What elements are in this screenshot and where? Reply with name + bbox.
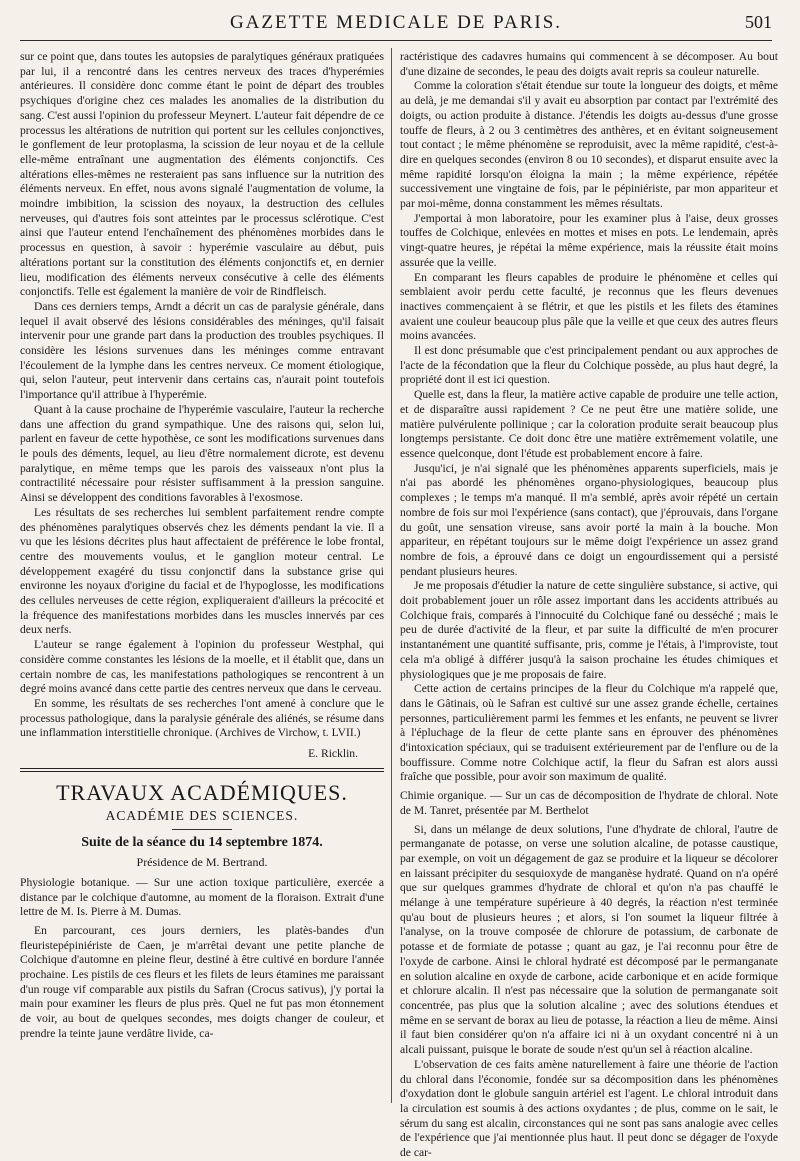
academy-heading: ACADÉMIE DES SCIENCES. [105, 807, 299, 823]
article-rubric: Physiologie botanique. — Sur une action toxique particulière, exercée a distance par le colchique d'automne, au moment de la floraison. Extrait d'une lettre de M. Is. Pierre à M. Dumas. [20, 875, 384, 919]
paragraph: Comme la coloration s'était étendue sur toute la longueur des doigts, et même au delà, je me demandai s'il y avait eu absorption par contact par l'extrémité des doigts, ou action produite à distance. J'étendis les doigts au-dessus d'une grosse touffe de fleurs, à 2 ou 3 centimètres des anthères, et en évitant soigneusement tout contact ; le même phénomène se reproduisit, avec la même rapidité, c'est-à-dire en quelques secondes (environ 8 ou 10 secondes), et disparut ensuite avec la même rapidité lorsqu'on éloigna la main ; la même expérience, répétée successivement une vingtaine de fois, par le pépiniériste, par mon appariteur et par moi-même, donna constamment les mêmes résultats. [400, 79, 778, 211]
right-column [400, 50, 778, 1160]
paragraph: L'auteur se range également à l'opinion du professeur Westphal, qui considère comme constantes les lésions de la moelle, et il établit que, dans un certain nombre de cas, les manifestations pathologiques se rencontrent à un degré moins avancé dans cette partie des centres nerveux que dans le cerveau. [20, 638, 384, 696]
paragraph: Cette action de certains principes de la fleur du Colchique m'a rappelé que, dans le Gâtinais, où le Safran est cultivé sur une assez grande échelle, certaines personnes, particulièrement parmi les femmes et les enfants, ne peuvent se livrer à l'épluchage de la fleur de cette plante sans en éprouver des phénomènes d'intoxication spéciaux, qui se traduisent extérieurement par de l'enflure ou de la bouffissure. Comme notre Colchique actif, la fleur du Safran est alors aussi fraîche que possible, pour avoir son maximum de qualité. [400, 682, 778, 784]
paragraph: En somme, les résultats de ses recherches l'ont amené à conclure que le processus pathologique, dans la paralysie générale des aliénés, se résume dans une inflammation interstitielle chronique. (Archives de Virchow, t. LVII.) [20, 696, 384, 740]
paragraph: Jusqu'ici, je n'ai signalé que les phénomènes apparents superficiels, mais je n'ai pas abordé les phénomènes organo-physiologiques, beaucoup plus complexes ; le temps m'a manqué. Il m'a semblé, après avoir répété un certain nombre de fois sur moi l'expérience (sans contact), que j'éprouvais, dans l'organe du goût, une sensation vireuse, sans avoir porté la main à la bouche. Mon appariteur, en répétant toujours sur le même doigt l'expérience un assez grand nombre de fois, a éprouvé dans ce doigt un engourdissement qui a persisté pendant plusieurs heures. [400, 461, 778, 578]
author-signature: E. Ricklin. [308, 747, 358, 761]
paragraph: Il est donc présumable que c'est principalement pendant ou aux approches de l'acte de la fécondation que la fleur du Colchique possède, au plus haut degré, la propriété dont il est ici question. [400, 344, 778, 387]
session-heading: Suite de la séance du 14 septembre 1874. [81, 835, 323, 851]
article-rubric: Chimie organique. — Sur un cas de décomposition de l'hydrate de chloral. Note de M. Tanret, présentée par M. Berthelot [400, 789, 778, 817]
page-number: 501 [745, 12, 772, 32]
left-column [20, 50, 384, 1103]
journal-title: GAZETTE MEDICALE DE PARIS. [229, 12, 563, 33]
paragraph: Si, dans un mélange de deux solutions, l'une d'hydrate de chloral, l'autre de permanganate de potasse, on verse une solution alcaline, de potasse caustique, par exemple, on voit un dégagement de gaz se produire et la liqueur se décolorer en laissant précipiter du sesquioxyde de manganèse hydraté. Quand on n'a opéré que sur quelques grammes d'hydrate de chloral et qu'on n'a pas chauffé le mélange à une température supérieure à 40 degrés, la réaction n'est terminée qu'au bout de plusieurs heures ; et alors, si l'on soumet la liqueur filtrée à l'analyse, on la trouve composée de chlorure de potassium, de carbonate de potasse et de formiate de potasse ; quant au gaz, je l'ai reconnu pour être de l'oxyde de carbone. Ainsi le chloral hydraté est décomposé par le permanganate en solution alcaline en oxyde de carbone, acide carbonique et en acide formique et chlorure alcalin. Il n'est pas nécessaire que la solution de permanganate soit concentrée, pas plus que la solution alcaline ; avec des solutions étendues et même en se servant de borax au lieu de potasse, la réaction a lieu de même. Ainsi il faut bien considérer qu'on n'a affaire ici ni à un oxydant concentré ni à un alcali puissant, puisque le borate de soude n'est qu'un sel à réaction alcaline. [400, 822, 778, 1057]
paragraph: En parcourant, ces jours derniers, les platès-bandes d'un fleuristepépiniériste de Caen, je m'arrêtai devant une petite planche de Colchique d'automne en pleine fleur, destiné à être cultivé en bordure l'année prochaine. Les pistils de ces fleurs et les filets de leurs étamines me paraissant d'un rouge vif comparable aux pistils du Safran (Crocus sativus), j'y portai la main pour examiner les fleurs de plus près. Quel ne fut pas mon étonnement de voir, au bout de quelques secondes, mes doigts changer de couleur, et prendre la teinte jaune verdâtre livide, ca- [20, 923, 384, 1040]
paragraph: Dans ces derniers temps, Arndt a décrit un cas de paralysie générale, dans lequel il avait observé des lésions considérables des méninges, qu'il faisait intervenir pour une grande part dans la production des troubles psychiques. Il considère les lésions survenues dans les méninges comme entravant l'écoulement de la lymphe dans les centres nerveux. Ce moment étiologique, qui, selon l'auteur, peut intervenir dans certains cas, n'aurait point toutefois l'importance qu'il attribue à l'hyperémie. [20, 299, 384, 402]
paragraph: Je me proposais d'étudier la nature de cette singulière substance, si active, qui doit probablement jouer un rôle assez important dans les accidents attribués au Colchique frais, comparés à l'innocuité du Colchique fané ou desséché ; mais le peu de durée d'activité de la fleur, et par suite la difficulté de m'en procurer instantanément une quantité suffisante, pris, comme je l'étais, à l'improviste, tout cela m'a obligé à différer jusqu'à la saison prochaine les études chimiques et physiologiques que je me proposais de faire. [400, 579, 778, 681]
column-divider [391, 48, 392, 1103]
paragraph: sur ce point que, dans toutes les autopsies de paralytiques généraux pratiquées par lui, il a rencontré dans les centres nerveux des traces d'hyperémies antérieures. Il considère donc comme étant le point de départ des troubles psychiques d'origine chez ces malades les anomalies de la distribution du sang. C'est aussi l'opinion du professeur Meynert. L'auteur fait dépendre de ce processus les altérations de nutrition qui portent sur les cellules conjonctives, le gonflement de leur protoplasma, la scission de leur noyau et de la cellule elle-même entraînant une augmentation des éléments conjonctifs. Ces altérations elles-mêmes ne resteraient pas sans influence sur la nutrition des éléments nerveux. En effet, nous avons signalé l'augmentation de volume, la moindre imbibition, la scission des noyaux, la destruction des cellules nerveuses, qui d'autres fois sont atteintes par le processus sclérotique. C'est ainsi que l'auteur entend l'enchaînement des phénomènes morbides dans le processus en question, à savoir : hyperémie vasculaire au début, puis altérations portant sur la constitution des éléments conjonctifs et, en dernier lieu, modification des éléments nerveux consécutive à celle des éléments conjonctifs. Telle est également la manière de voir de Rindfleisch. [20, 50, 384, 299]
paragraph: ractéristique des cadavres humains qui commencent à se décomposer. Au bout d'une dizaine de secondes, le peau des doigts avait repris sa couleur naturelle. [400, 50, 778, 78]
section-title: TRAVAUX ACADÉMIQUES. [56, 779, 348, 805]
paragraph: Quelle est, dans la fleur, la matière active capable de produire une telle action, et de disparaître aussi rapidement ? Ce ne peut être une matière solide, une matière pulvérulente pollinique ; car la coloration produite serait beaucoup plus longtemps persistante. Ce doit donc être une matière extrêmement volatile, une essence quelconque, dont l'étude est probablement encore à faire. [400, 388, 778, 460]
paragraph: Quant à la cause prochaine de l'hyperémie vasculaire, l'auteur la recherche dans une affection du grand sympathique. Une des raisons qui, selon lui, parlent en faveur de cette hypothèse, ce sont les modifications survenues dans le pouls des déments, lequel, au lieu d'être normalement dicrote, est devenu paralytique, en même temps que les parois des vaisseaux n'ont plus la contractilité nécessaire pour résister suffisamment à la pression sanguine. Ainsi se développent des conditions favorables à l'exosmose. [20, 402, 384, 505]
presidency-line: Présidence de M. Bertrand. [136, 855, 268, 870]
paragraph: L'observation de ces faits amène naturellement à faire une théorie de l'action du chloral dans l'économie, fondée sur sa décomposition dans les phénomènes d'oxydation dont le globule sanguin artériel est l'agent. Le chloral introduit dans la circulation est soumis à des actions oxydantes ; de plus, comme on le sait, le sérum du sang est alcalin, circonstances qui ne sont pas sans analogie avec celles de l'expérience que j'ai mentionnée plus haut. Il peut donc se dégager de l'oxyde de car- [400, 1057, 778, 1160]
section-separator [20, 768, 384, 772]
paragraph: En comparant les fleurs capables de produire le phénomène et celles qui semblaient avoir perdu cette faculté, je reconnus que les fleurs devenues inactives commençaient à se flétrir, et que les pistils et les filets des étamines avaient une couleur beaucoup plus pâle que la veille et que ceux des autres fleurs moins avancées. [400, 270, 778, 343]
paragraph: Les résultats de ses recherches lui semblent parfaitement rendre compte des phénomènes paralytiques observés chez les déments pendant la vie. Il a vu que les lésions décrites plus haut affectaient de préférence le lobe frontal, centre des mouvements voulus, et le ganglion moteur central. Le développement exagéré du tissu conjonctif dans la substance grise qui environne les noyaux d'origine du facial et de l'hypoglosse, les modifications des cellules nerveuses de cette région, expliqueraient d'ailleurs la précocité et la fréquence des manifestations morbides dans les muscles innervés par ces deux nerfs. [20, 505, 384, 637]
short-rule [172, 829, 232, 830]
paragraph: J'emportai à mon laboratoire, pour les examiner plus à l'aise, deux grosses touffes de Colchique, enlevées en mottes et mises en pots. Le lendemain, après vingt-quatre heures, je répétai la même expérience, mais la réussite était moins assurée que la veille. [400, 211, 778, 269]
page-header [20, 10, 772, 41]
